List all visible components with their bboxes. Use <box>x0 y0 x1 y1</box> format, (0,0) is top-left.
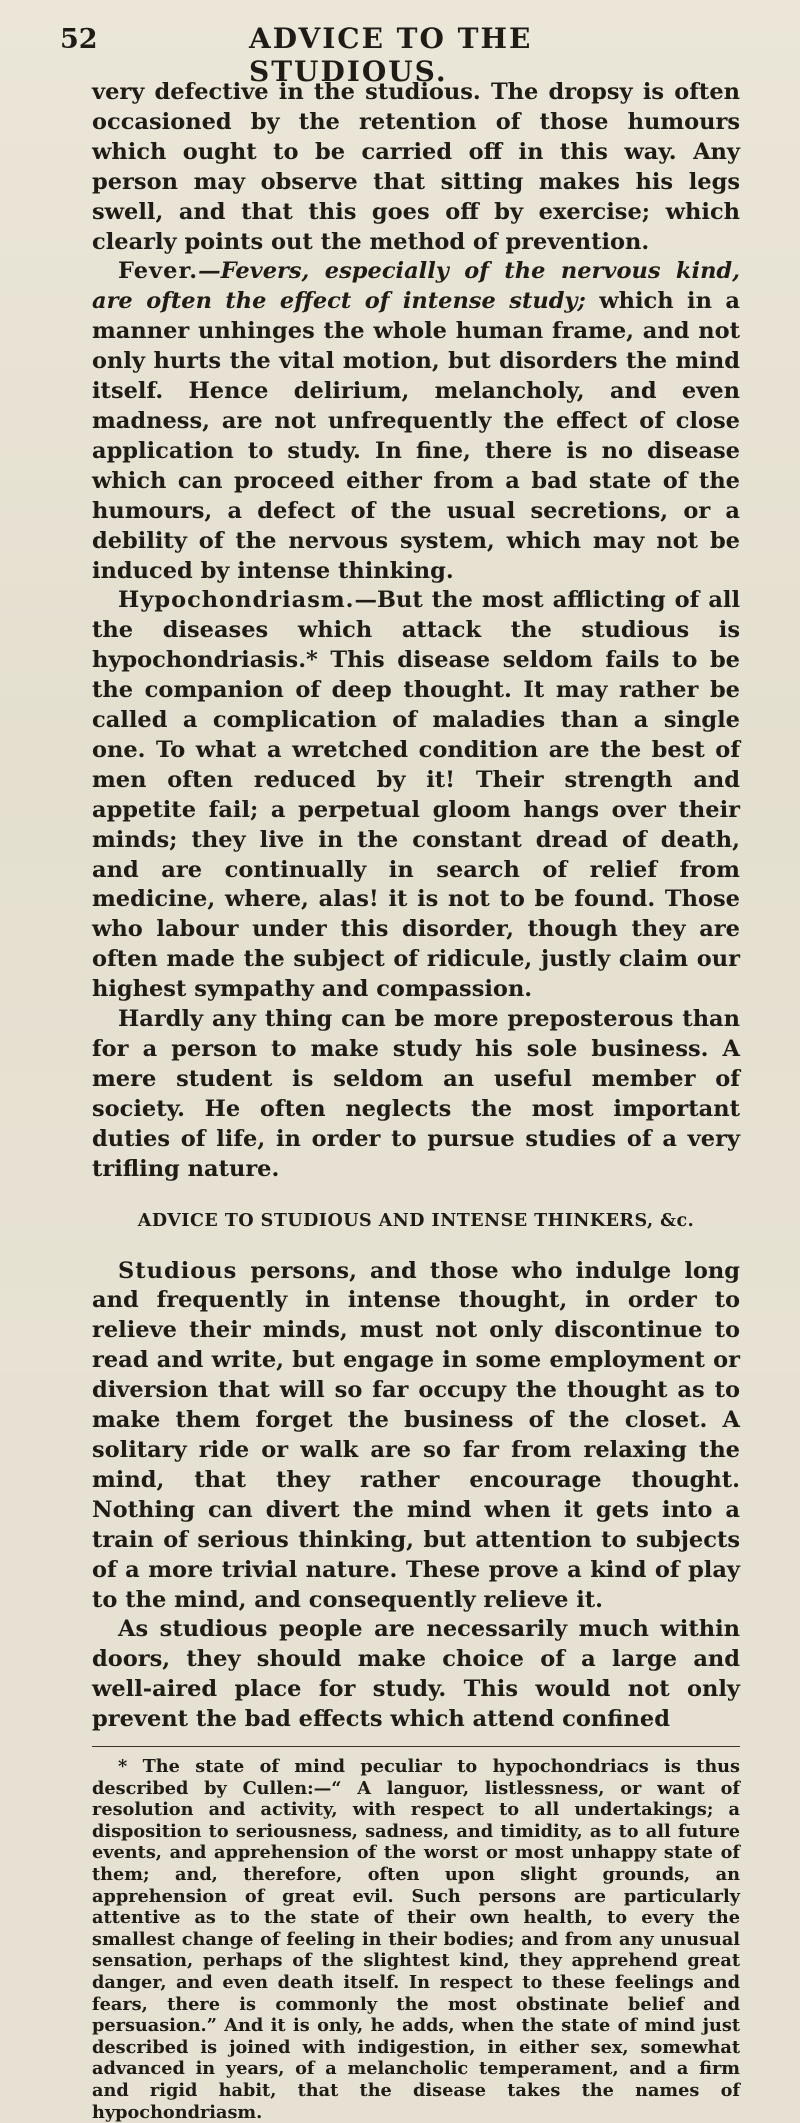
fever-text: which in a manner unhinges the whole human frame, and not only hurts the vital motion, but disorders the mind itself. Hence delirium, melancholy, and even madness, are not unfrequently the effect of close application to study. In fine, there is no disease which can proceed either from a bad state of the humours, a defect of the usual secretions, or a debility of the nervous system, which may not be induced by intense thinking. <box>92 288 740 584</box>
section-heading: ADVICE TO STUDIOUS AND INTENSE THINKERS, &c. <box>137 1210 695 1231</box>
body-text <box>92 78 740 1185</box>
section-body <box>92 1257 740 1736</box>
fever-heading: Fever. <box>118 258 199 285</box>
hypochondriasm-heading: Hypochondriasm. <box>118 587 355 614</box>
studious-heading: Studious <box>118 1257 238 1284</box>
running-head <box>60 22 740 88</box>
footnote-divider <box>92 1746 740 1747</box>
running-title: ADVICE TO THE STUDIOUS. <box>248 22 533 88</box>
paragraph-hypochondriasm <box>92 586 740 1005</box>
fever-italic-text: —Fevers, especially of the nervous kind, are often the effect of intense study; <box>92 258 740 315</box>
paragraph-studious <box>92 1257 740 1616</box>
footnote <box>92 1756 740 2123</box>
footnote-text: * The state of mind peculiar to hypochondriacs is thus described by Cullen:—“ A languor, listlessness, or want of resolution and activity, with respect to all undertakings; a disposition to seriousness, sadness, and timidity, as to all future events, and apprehension of the worst or most unhappy state of them; and, therefore, often upon slight grounds, an apprehension of great evil. Such persons are particularly attentive as to the state of their own health, to every the smallest change of feeling in their bodies; and from any unusual sensation, perhaps of the slightest kind, they apprehend great danger, and even death itself. In respect to these feelings and fears, there is commonly the most obstinate belief and persuasion.” And it is only, he adds, when the state of mind just described is joined with indigestion, in either sex, somewhat advanced in years, of a melancholic temperament, and a firm and rigid habit, that the disease takes the names of hypochondriasm. <box>92 1756 740 2123</box>
studious-text: persons, and those who indulge long and frequently in intense thought, in order to relieve their minds, must not only discontinue to read and write, but engage in some employment or diversion that will so far occupy the thought as to make them forget the business of the closet. A solitary ride or walk are so far from relaxing the mind, that they rather encourage thought. Nothing can divert the mind when it gets into a train of serious thinking, but attention to subjects of a more trivial nature. These prove a kind of play to the mind, and consequently relieve it. <box>92 1257 740 1613</box>
paragraph-as-studious: As studious people are necessarily much within doors, they should make choice of a large and well-aired place for study. This would not only prevent the bad effects which attend confined <box>92 1616 740 1733</box>
hypochondriasm-text: —But the most afflicting of all the diseases which attack the studious is hypochondriasis.* This disease seldom fails to be the companion of deep thought. It may rather be called a complication of maladies than a single one. To what a wretched condition are the best of men often reduced by it! Their strength and appetite fail; a perpetual gloom hangs over their minds; they live in the constant dread of death, and are continually in search of relief from medicine, where, alas! it is not to be found. Those who labour under this disorder, though they are often made the subject of ridicule, justly claim our highest sympathy and compassion. <box>92 587 740 1003</box>
paragraph-dropsy: very defective in the studious. The dropsy is often occasioned by the retention of those humours which ought to be carried off in this way. Any person may observe that sitting makes his legs swell, and that this goes off by exercise; which clearly points out the method of prevention. <box>92 79 740 255</box>
paragraph-fever <box>92 257 740 586</box>
page-number: 52 <box>60 24 98 55</box>
paragraph-hardly: Hardly any thing can be more preposterous than for a person to make study his sole business. A mere student is seldom an useful member of society. He often neglects the most important duties of life, in order to pursue studies of a very trifling nature. <box>92 1006 740 1182</box>
